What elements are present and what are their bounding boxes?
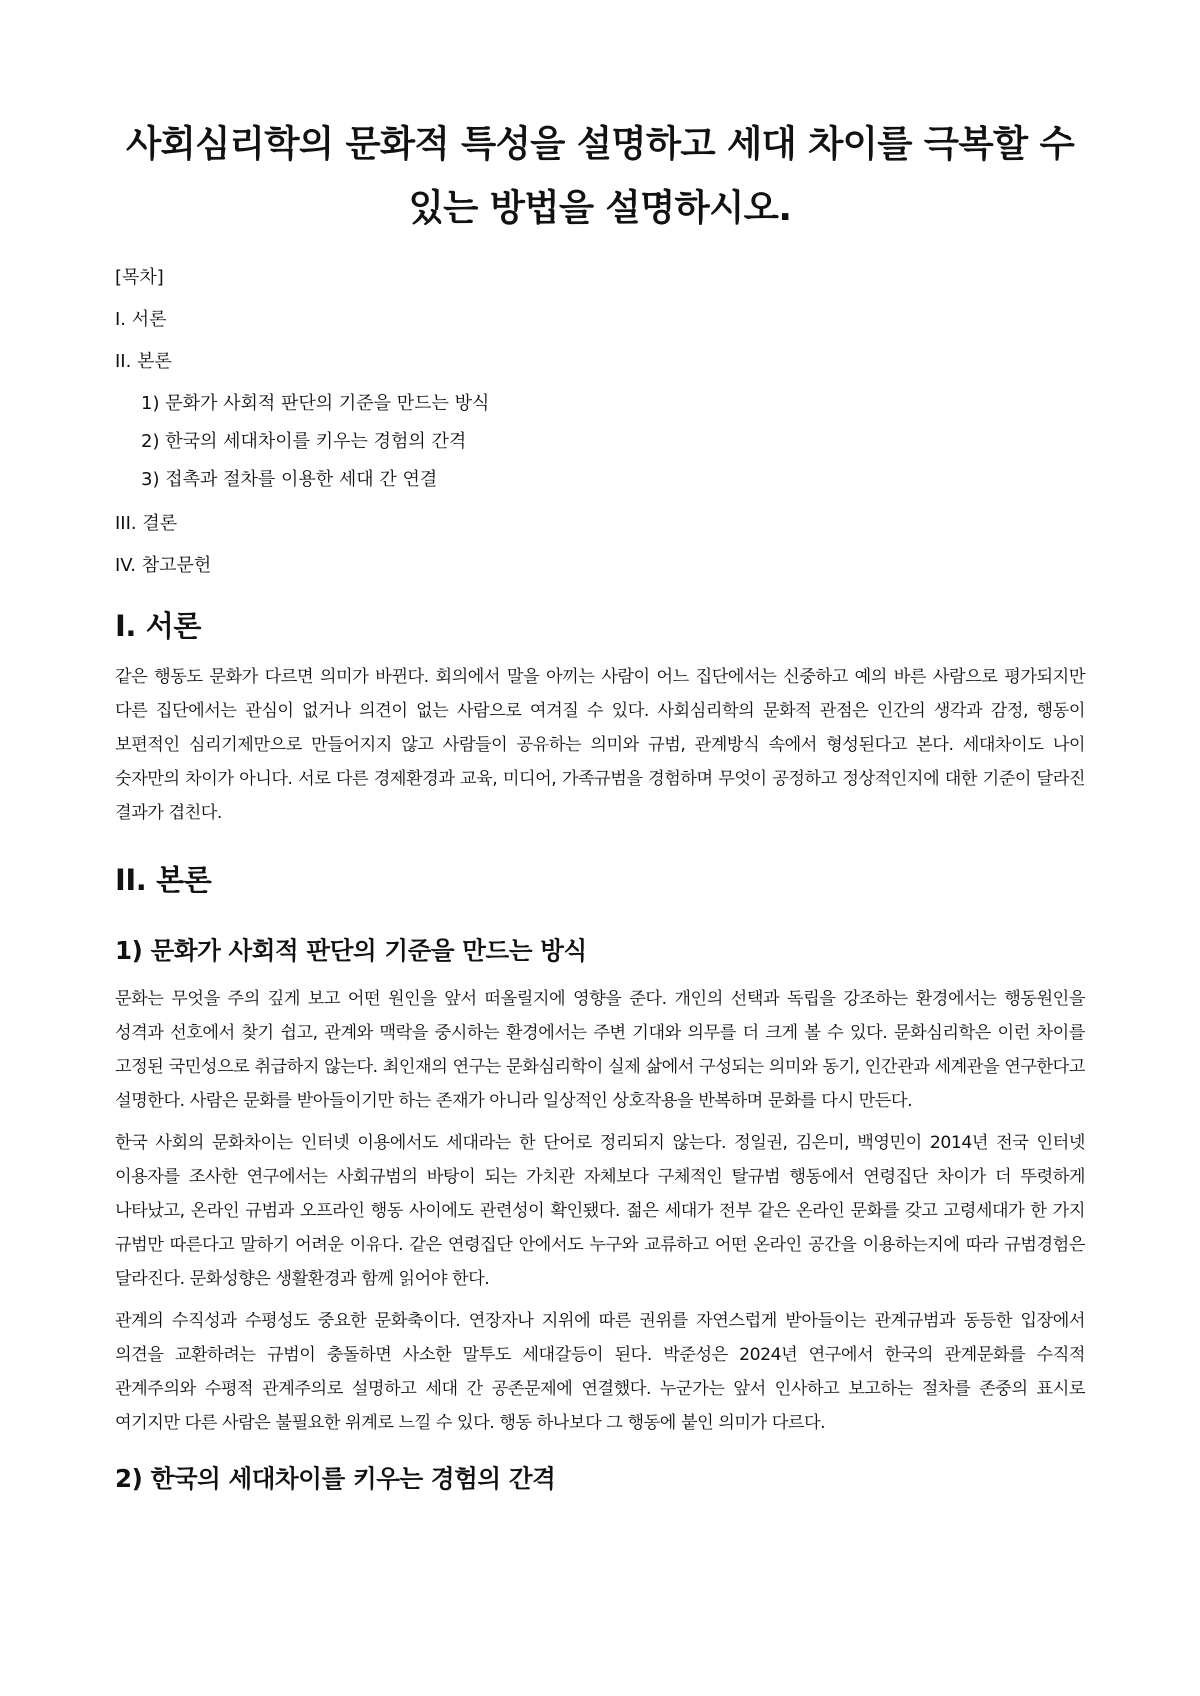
section-heading-intro: I. 서론 — [115, 609, 201, 643]
subsection-heading-2: 2) 한국의 세대차이를 키우는 경험의 간격 — [115, 1464, 556, 1493]
section-heading-body: II. 본론 — [115, 863, 212, 897]
body-paragraph-2: 한국 사회의 문화차이는 인터넷 이용에서도 세대라는 한 단어로 정리되지 않는다. 정일권, 김은미, 백영민이 2014년 전국 인터넷 이용자를 조사한 연구에서는 사회규범의 바탕이 되는 가치관 자체보다 구체적인 탈규범 행동에서 연령집단 차이가 더 뚜렷하게 나타났고, 온라인 규범과 오프라인 행동 사이에도 관련성이 확인됐다. 젊은 세대가 전부 같은 온라인 문화를 갖고 고령세대가 한 가지 규범만 따른다고 말하기 어려운 이유다. 같은 연령집단 안에서도 누구와 교류하고 어떤 온라인 공간을 이용하는지에 따라 규범경험은 달라진다. 문화성향은 생활환경과 함께 읽어야 한다. — [115, 1133, 1085, 1289]
toc-item-body: II. 본론 — [115, 351, 172, 372]
body-paragraph-1: 문화는 무엇을 주의 깊게 보고 어떤 원인을 앞서 떠올릴지에 영향을 준다. 개인의 선택과 독립을 강조하는 환경에서는 행동원인을 성격과 선호에서 찾기 쉽고, 관계와 맥락을 중시하는 환경에서는 주변 기대와 의무를 더 크게 볼 수 있다. 문화심리학은 이런 차이를 고정된 국민성으로 취급하지 않는다. 최인재의 연구는 문화심리학이 실제 삶에서 구성되는 의미와 동기, 인간관과 세계관을 연구한다고 설명한다. 사람은 문화를 받아들이기만 하는 존재가 아니라 일상적인 상호작용을 반복하며 문화를 다시 만든다. — [115, 989, 1085, 1111]
toc-heading: [목차] — [115, 267, 164, 288]
toc-item-intro: I. 서론 — [115, 309, 167, 330]
toc-subitem-2: 2) 한국의 세대차이를 키우는 경험의 간격 — [141, 431, 467, 452]
toc-subitem-1: 1) 문화가 사회적 판단의 기준을 만드는 방식 — [141, 393, 490, 414]
toc-item-references: IV. 참고문헌 — [115, 555, 212, 576]
intro-paragraph: 같은 행동도 문화가 다르면 의미가 바뀐다. 회의에서 말을 아끼는 사람이 어느 집단에서는 신중하고 예의 바른 사람으로 평가되지만 다른 집단에서는 관심이 없거나 의견이 없는 사람으로 여겨질 수 있다. 사회심리학의 문화적 관점은 인간의 생각과 감정, 행동이 보편적인 심리기제만으로 만들어지지 않고 사람들이 공유하는 의미와 규범, 관계방식 속에서 형성된다고 본다. 세대차이도 나이 숫자만의 차이가 아니다. 서로 다른 경제환경과 교육, 미디어, 가족규범을 경험하며 무엇이 공정하고 정상적인지에 대한 기준이 달라진 결과가 겹친다. — [115, 667, 1085, 823]
body-paragraph-3: 관계의 수직성과 수평성도 중요한 문화축이다. 연장자나 지위에 따른 권위를 자연스럽게 받아들이는 관계규범과 동등한 입장에서 의견을 교환하려는 규범이 충돌하면 사소한 말투도 세대갈등이 된다. 박준성은 2024년 연구에서 한국의 관계문화를 수직적 관계주의와 수평적 관계주의로 설명하고 세대 간 공존문제에 연결했다. 누군가는 앞서 인사하고 보고하는 절차를 존중의 표시로 여기지만 다른 사람은 불필요한 위계로 느낄 수 있다. 행동 하나보다 그 행동에 붙인 의미가 다르다. — [115, 1311, 1085, 1433]
toc-subitem-3: 3) 접촉과 절차를 이용한 세대 간 연결 — [141, 469, 438, 490]
document-title: 사회심리학의 문화적 특성을 설명하고 세대 차이를 극복할 수 있는 방법을 설명하시오. — [125, 122, 1075, 229]
toc-item-conclusion: III. 결론 — [115, 513, 178, 534]
table-of-contents — [115, 266, 1085, 578]
subsection-heading-1: 1) 문화가 사회적 판단의 기준을 만드는 방식 — [115, 936, 587, 965]
